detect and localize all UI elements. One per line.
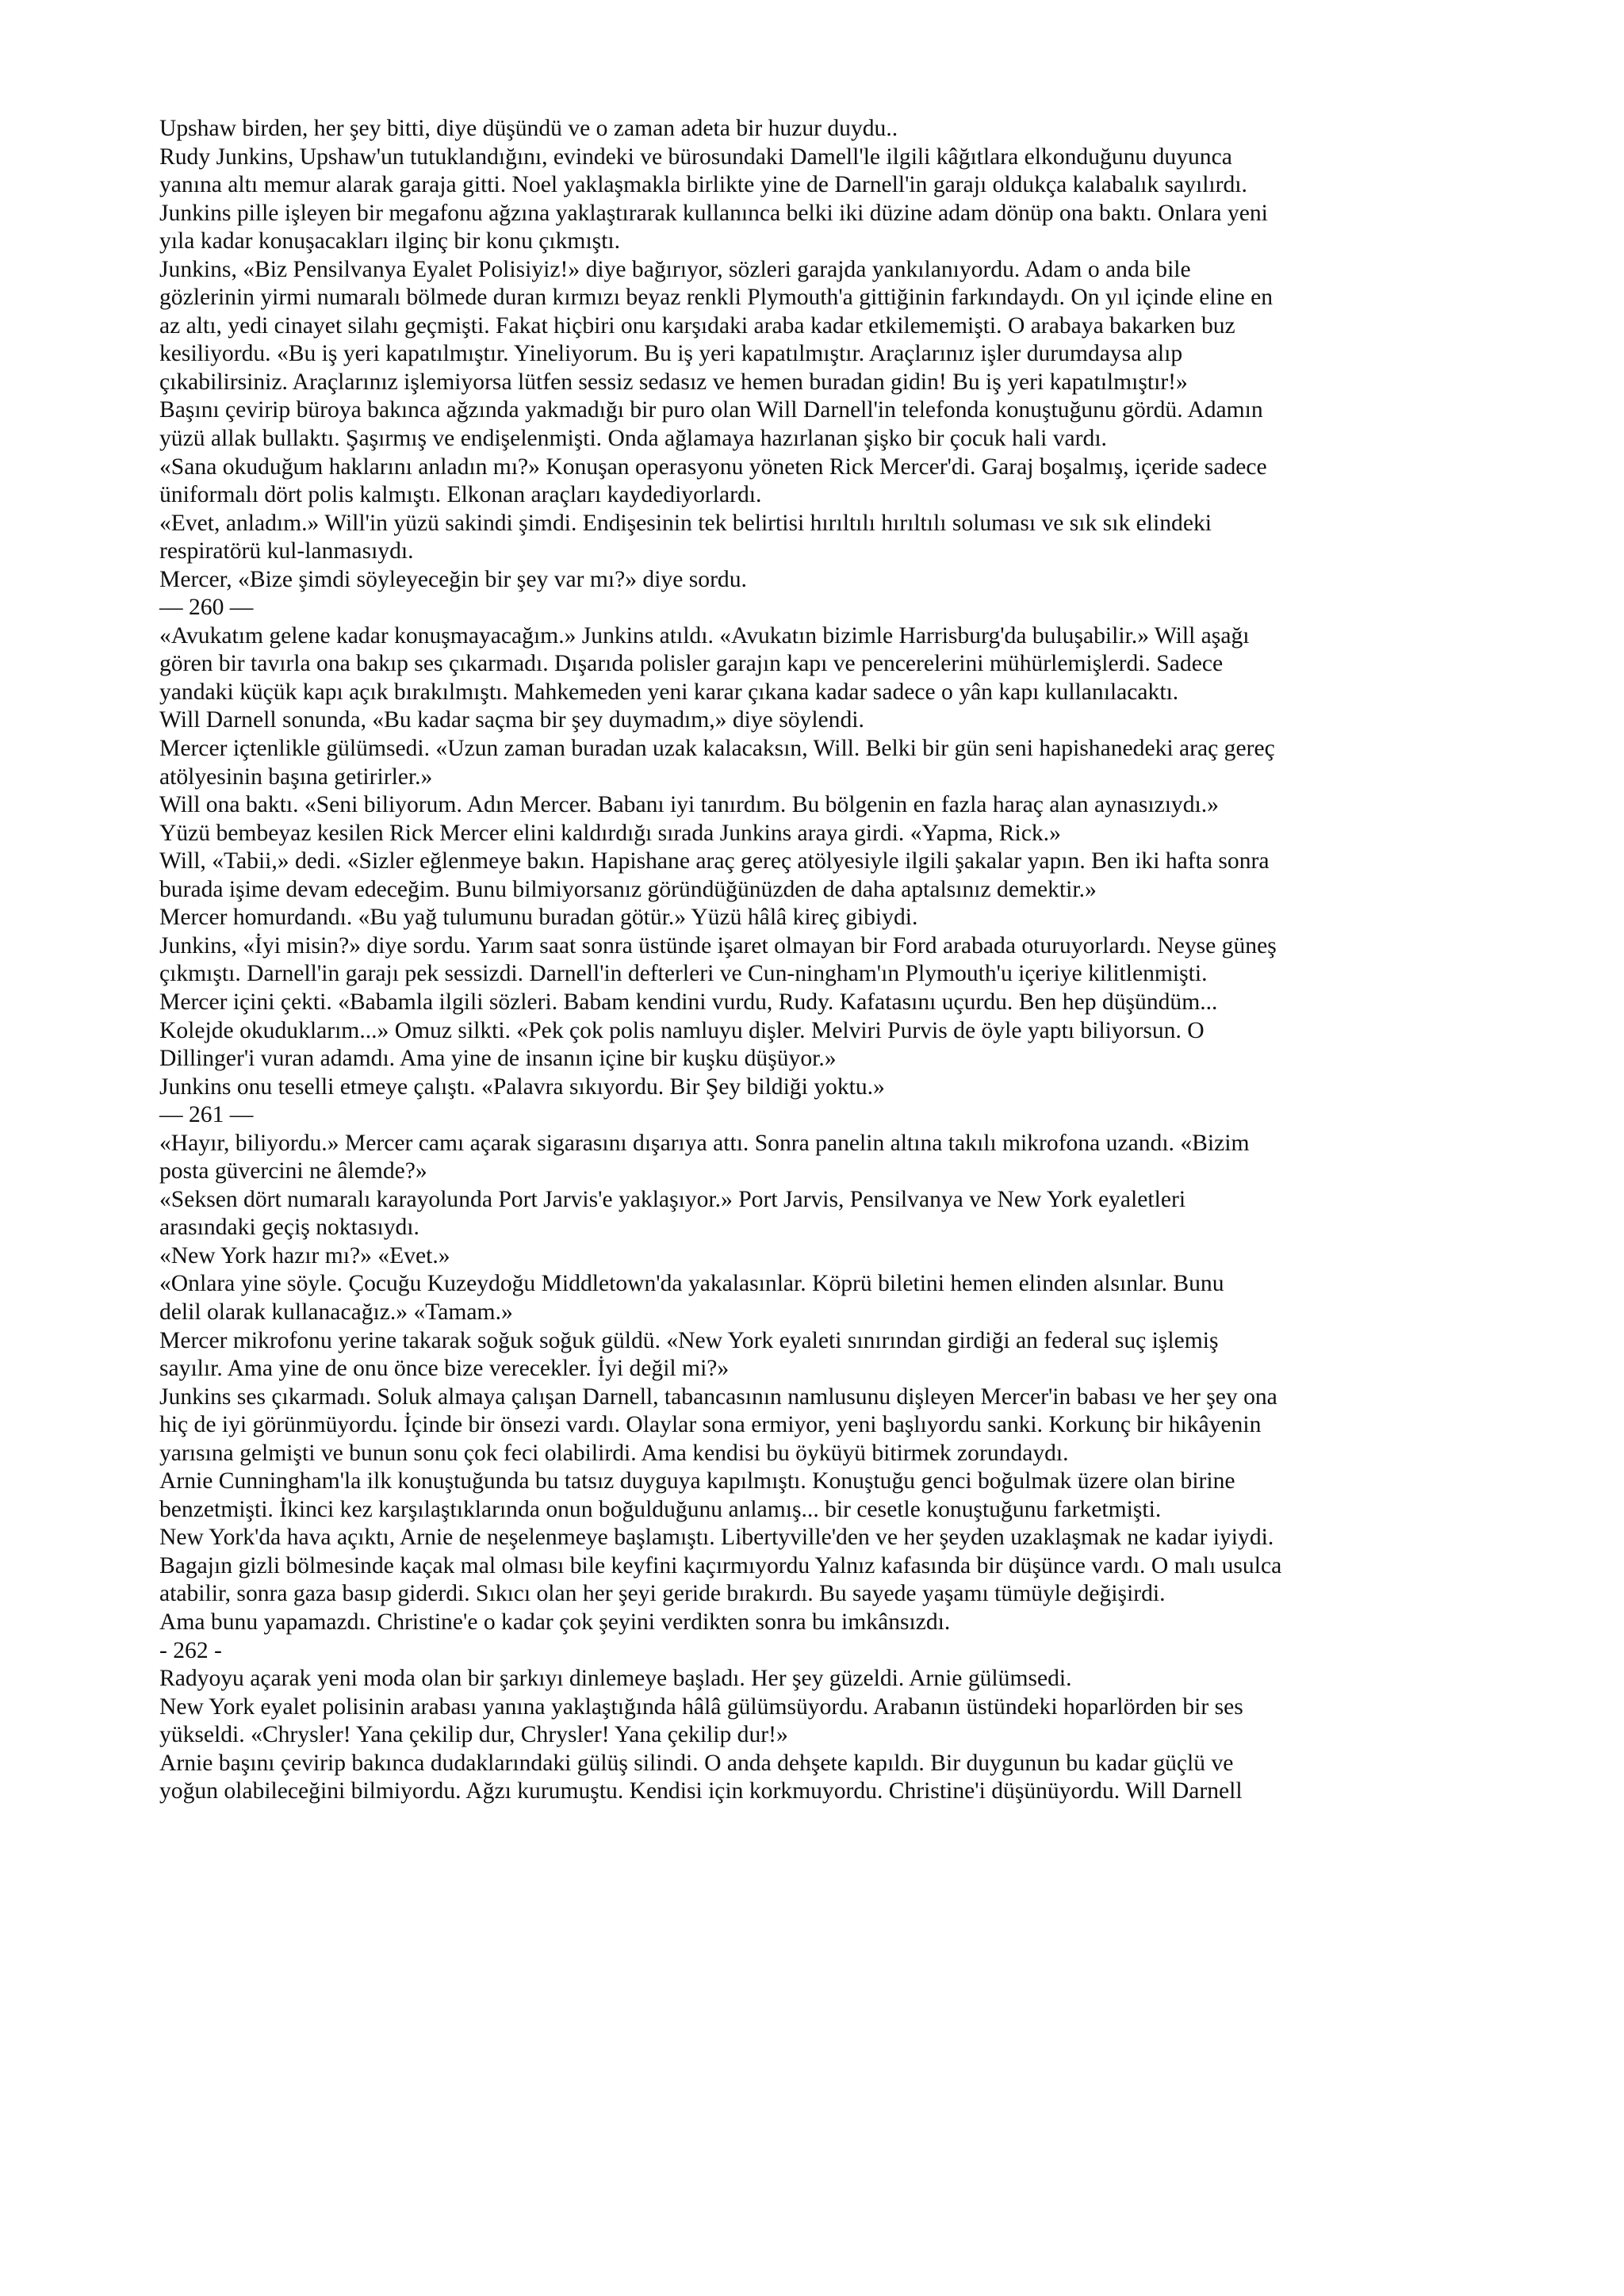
text-line: hiç de iyi görünmüyordu. İçinde bir önsezi vardı. Olaylar sona ermiyor, yeni başlıyordu sanki. Korkunç bir hikâyenin (159, 1412, 1262, 1438)
text-line: Rudy Junkins, Upshaw'un tutuklandığını, evindeki ve bürosundaki Damell'le ilgili kâğıtlara elkonduğunu duyunca (159, 144, 1232, 170)
text-line: Mercer içini çekti. «Babamla ilgili sözleri. Babam kendini vurdu, Rudy. Kafatasını uçurdu. Ben hep düşündüm... (159, 989, 1218, 1015)
text-line: az altı, yedi cinayet silahı geçmişti. Fakat hiçbiri onu karşıdaki araba kadar etkilememişti. O arabaya bakarken buz (159, 312, 1235, 339)
text-line: benzetmişti. İkinci kez karşılaştıklarında onun boğulduğunu anlamış... bir cesetle konuştuğunu farketmişti. (159, 1496, 1162, 1522)
text-line: Junkins pille işleyen bir megafonu ağzına yaklaştırarak kullanınca belki iki düzine adam dönüp ona baktı. Onlara yeni (159, 200, 1268, 226)
text-line: yanına altı memur alarak garaja gitti. Noel yaklaşmakla birlikte yine de Darnell'in garajı oldukça kalabalık sayılırdı. (159, 172, 1247, 198)
text-line: atabilir, sonra gaza basıp giderdi. Sıkıcı olan her şeyi geride bırakırdı. Bu sayede yaşamı tümüyle değişirdi. (159, 1581, 1166, 1607)
text-line: Junkins ses çıkarmadı. Soluk almaya çalışan Darnell, tabancasının namlusunu dişleyen Mercer'in babası ve her şey ona (159, 1383, 1277, 1410)
text-line: «New York hazır mı?» «Evet.» (159, 1242, 450, 1269)
text-line: Yüzü bembeyaz kesilen Rick Mercer elini kaldırdığı sırada Junkins araya girdi. «Yapma, Rick.» (159, 820, 1061, 846)
text-line: yüzü allak bullaktı. Şaşırmış ve endişelenmişti. Onda ağlamaya hazırlanan şişko bir çocuk hali vardı. (159, 426, 1107, 452)
text-line: burada işime devam edeceğim. Bunu bilmiyorsanız göründüğünüzden de daha aptalsınız demektir.» (159, 876, 1097, 902)
text-line: Ama bunu yapamazdı. Christine'e o kadar çok şeyini verdikten sonra bu imkânsızdı. (159, 1609, 951, 1635)
text-line: «Onlara yine söyle. Çocuğu Kuzeydoğu Middletown'da yakalasınlar. Köprü biletini hemen elinden alsınlar. Bunu (159, 1271, 1224, 1297)
text-line: yarısına gelmişti ve bunun sonu çok feci olabilirdi. Ama kendisi bu öyküyü bitirmek zorundaydı. (159, 1440, 1069, 1466)
text-line: kesiliyordu. «Bu iş yeri kapatılmıştır. Yineliyorum. Bu iş yeri kapatılmıştır. Araçlarınız işler durumdaysa alıp (159, 341, 1183, 367)
text-line: üniformalı dört polis kalmıştı. Elkonan araçları kaydediyorlardı. (159, 482, 762, 508)
text-line: çıkabilirsiniz. Araçlarınız işlemiyorsa lütfen sessiz sedasız ve hemen buradan gidin! Bu iş yeri kapatılmıştır!» (159, 369, 1188, 395)
text-line: Will Darnell sonunda, «Bu kadar saçma bir şey duymadım,» diye söylendi. (159, 707, 864, 733)
text-line: çıkmıştı. Darnell'in garajı pek sessizdi. Darnell'in defterleri ve Cun-ningham'ın Plymouth'u içeriye kilitlenmişti. (159, 961, 1208, 987)
text-line: Mercer homurdandı. «Bu yağ tulumunu buradan götür.» Yüzü hâlâ kireç gibiydi. (159, 905, 918, 931)
text-line: Arnie Cunningham'la ilk konuştuğunda bu tatsız duyguya kapılmıştı. Konuştuğu genci boğulmak üzere olan birine (159, 1468, 1235, 1494)
text-line: Dillinger'i vuran adamdı. Ama yine de insanın içine bir kuşku düşüyor.» (159, 1046, 837, 1072)
text-line: Will ona baktı. «Seni biliyorum. Adın Mercer. Babanı iyi tanırdım. Bu bölgenin en fazla haraç alan aynasızıydı.» (159, 792, 1219, 818)
text-line: Başını çevirip büroya bakınca ağzında yakmadığı bir puro olan Will Darnell'in telefonda konuştuğunu gördü. Adamın (159, 397, 1263, 423)
text-line: yıla kadar konuşacakları ilginç bir konu çıkmıştı. (159, 228, 621, 254)
text-line: New York eyalet polisinin arabası yanına yaklaştığında hâlâ gülümsüyordu. Arabanın üstündeki hoparlörden bir ses (159, 1693, 1243, 1720)
text-line: Kolejde okuduklarım...» Omuz silkti. «Pek çok polis namluyu dişler. Melviri Purvis de öyle yaptı biliyorsun. O (159, 1017, 1205, 1043)
text-line: Mercer içtenlikle gülümsedi. «Uzun zaman buradan uzak kalacaksın, Will. Belki bir gün seni hapishanedeki araç gereç (159, 736, 1275, 762)
document-page (159, 115, 1500, 1806)
text-line: Junkins, «Biz Pensilvanya Eyalet Polisiyiz!» diye bağırıyor, sözleri garajda yankılanıyordu. Adam o anda bile (159, 256, 1191, 282)
text-line: New York'da hava açıktı, Arnie de neşelenmeye başlamıştı. Libertyville'den ve her şeyden uzaklaşmak ne kadar iyiydi. (159, 1525, 1274, 1551)
text-line: «Seksen dört numaralı karayolunda Port Jarvis'e yaklaşıyor.» Port Jarvis, Pensilvanya ve New York eyaletleri (159, 1186, 1186, 1212)
text-line: delil olarak kullanacağız.» «Tamam.» (159, 1299, 513, 1325)
text-line: posta güvercini ne âlemde?» (159, 1158, 427, 1184)
text-line: arasındaki geçiş noktasıydı. (159, 1215, 419, 1241)
text-line: respiratörü kul-lanmasıydı. (159, 538, 414, 564)
text-line: Junkins, «İyi misin?» diye sordu. Yarım saat sonra üstünde işaret olmayan bir Ford arabada oturuyorlardı. Neyse güneş (159, 932, 1277, 959)
text-line: Mercer mikrofonu yerine takarak soğuk soğuk güldü. «New York eyaleti sınırından girdiği an federal suç işlemiş (159, 1327, 1219, 1353)
text-line: Radyoyu açarak yeni moda olan bir şarkıyı dinlemeye başladı. Her şey güzeldi. Arnie gülümsedi. (159, 1666, 1072, 1692)
text-line: yükseldi. «Chrysler! Yana çekilip dur, Chrysler! Yana çekilip dur!» (159, 1722, 788, 1748)
text-line: Arnie başını çevirip bakınca dudaklarındaki gülüş silindi. O anda dehşete kapıldı. Bir duygunun bu kadar güçlü ve (159, 1750, 1234, 1776)
text-line: yoğun olabileceğini bilmiyordu. Ağzı kurumuştu. Kendisi için korkmuyordu. Christine'i düşünüyordu. Will Darnell (159, 1778, 1243, 1804)
text-line: Mercer, «Bize şimdi söyleyeceğin bir şey var mı?» diye sordu. (159, 566, 747, 592)
text-line: — 260 — (159, 595, 254, 621)
text-line: - 262 - (159, 1637, 222, 1663)
text-line: «Hayır, biliyordu.» Mercer camı açarak sigarasını dışarıya attı. Sonra panelin altına takılı mikrofona uzandı. «Bizim (159, 1130, 1250, 1156)
text-line: Junkins onu teselli etmeye çalıştı. «Palavra sıkıyordu. Bir Şey bildiği yoktu.» (159, 1073, 885, 1100)
text-line: «Avukatım gelene kadar konuşmayacağım.» Junkins atıldı. «Avukatın bizimle Harrisburg'da buluşabilir.» Will aşağı (159, 622, 1250, 649)
text-line: gözlerinin yirmi numaralı bölmede duran kırmızı beyaz renkli Plymouth'a gittiğinin farkındaydı. On yıl içinde eline en (159, 285, 1274, 311)
text-line: «Evet, anladım.» Will'in yüzü sakindi şimdi. Endişesinin tek belirtisi hırıltılı hırıltılı soluması ve sık sık elindeki (159, 510, 1212, 536)
text-line: Will, «Tabii,» dedi. «Sizler eğlenmeye bakın. Hapishane araç gereç atölyesiyle ilgili şakalar yapın. Ben iki hafta sonra (159, 848, 1270, 874)
text-line: Upshaw birden, her şey bitti, diye düşündü ve o zaman adeta bir huzur duydu.. (159, 116, 898, 141)
text-line: yandaki küçük kapı açık bırakılmıştı. Mahkemeden yeni karar çıkana kadar sadece o yân kapı kullanılacaktı. (159, 679, 1179, 705)
text-line: atölyesinin başına getirirler.» (159, 763, 433, 790)
text-line: Bagajın gizli bölmesinde kaçak mal olması bile keyfini kaçırmıyordu Yalnız kafasında bir düşünce vardı. O malı usulca (159, 1552, 1282, 1578)
text-line: sayılır. Ama yine de onu önce bize verecekler. İyi değil mi?» (159, 1356, 730, 1382)
text-line: gören bir tavırla ona bakıp ses çıkarmadı. Dışarıda polisler garajın kapı ve pencerelerini mühürlemişlerdi. Sadece (159, 651, 1224, 677)
text-line: «Sana okuduğum haklarını anladın mı?» Konuşan operasyonu yöneten Rick Mercer'di. Garaj boşalmış, içeride sadece (159, 453, 1267, 480)
text-line: — 261 — (159, 1102, 254, 1128)
